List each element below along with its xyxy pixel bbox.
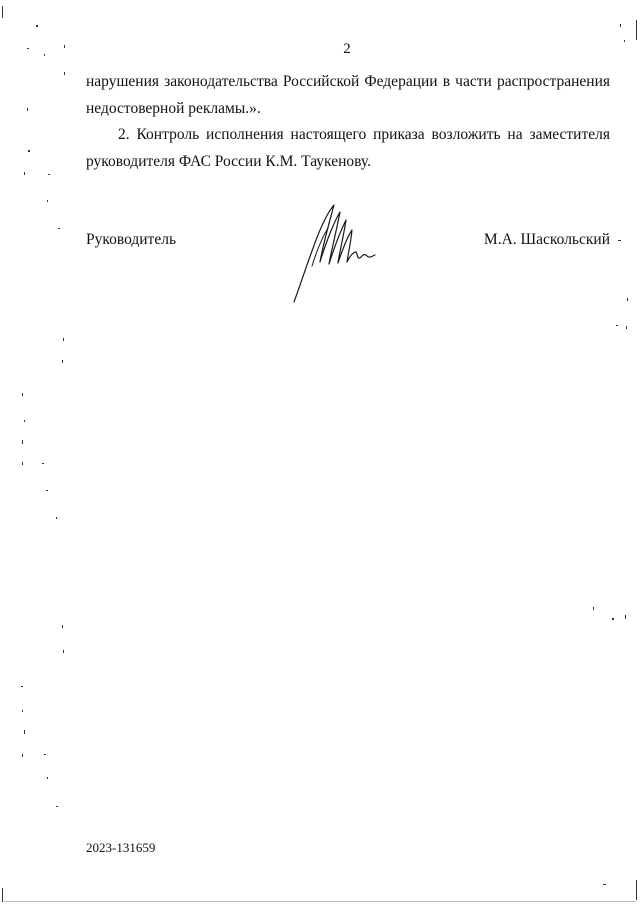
page-number: 2 — [343, 41, 351, 57]
paragraph-continuation — [86, 68, 610, 122]
registration-number: 2023-131659 — [86, 840, 156, 855]
signatory-title: Руководитель — [86, 231, 177, 248]
handwritten-signature — [290, 200, 380, 305]
paragraph-line: руководителя ФАС России К.М. Таукенову. — [86, 153, 371, 170]
paragraph-line: нарушения законодательства Российской Федерации в части распространения — [86, 73, 610, 90]
paragraph-line: 2. Контроль исполнения настоящего приказа возложить на заместителя — [118, 126, 610, 143]
paragraph-line: недостоверной рекламы.». — [86, 100, 261, 117]
signatory-name: М.А. Шаскольский — [483, 231, 610, 248]
paragraph-item-2 — [86, 121, 610, 175]
